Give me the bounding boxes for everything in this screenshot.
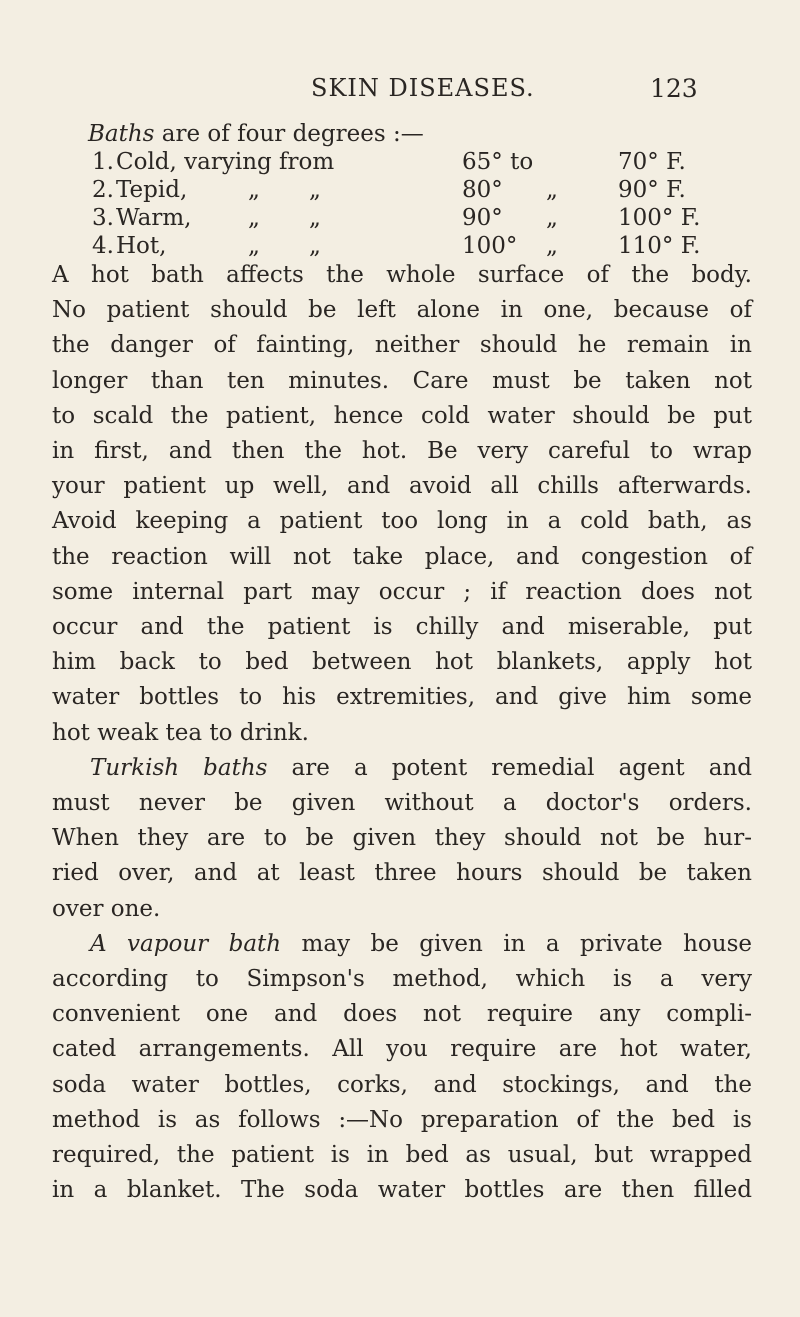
text-line: soda water bottles, corks, and stockings, and the (52, 1071, 752, 1098)
ditto-mark: „ (248, 177, 260, 203)
degree-to: 110° F. (618, 233, 701, 259)
degree-number: 1. (92, 149, 114, 175)
running-header (0, 74, 800, 108)
text-line: must never be given without a doctor's orders. (52, 790, 752, 817)
degree-to: 100° F. (618, 205, 701, 231)
text-line: hot weak tea to drink. (52, 719, 309, 746)
text-line: over one. (52, 895, 161, 922)
degree-from: 100° (462, 233, 518, 259)
text-line (52, 927, 752, 962)
text-line: water bottles to his extremities, and give him some (52, 684, 752, 711)
text-line: in a blanket. The soda water bottles are then filled (52, 1177, 752, 1204)
ditto-mark: „ (546, 177, 558, 203)
text-line: convenient one and does not require any compli- (52, 1001, 752, 1028)
text-line: A hot bath affects the whole surface of the body. (52, 262, 752, 288)
text-line: longer than ten minutes. Care must be taken not (52, 367, 752, 394)
ditto-mark: „ (309, 177, 321, 203)
text-span: are a potent remedial agent and (267, 754, 753, 781)
text-line: the danger of fainting, neither should he remain in (52, 332, 752, 359)
running-title: SKIN DISEASES. (311, 74, 535, 102)
text-span: may be given in a private house (281, 930, 752, 957)
paragraph-hot-bath (52, 258, 752, 751)
ditto-mark: „ (309, 233, 321, 259)
baths-heading: Baths (88, 121, 155, 147)
degree-name: Cold, varying from (116, 149, 335, 175)
text-line: in first, and then the hot. Be very careful to wrap (52, 438, 752, 465)
degree-from: 90° (462, 205, 503, 231)
degree-name: Hot, (116, 233, 167, 259)
vapour-bath-term: A vapour bath (90, 930, 282, 957)
text-line: ried over, and at least three hours should be taken (52, 860, 752, 887)
degree-row (88, 148, 748, 176)
text-line: the reaction will not take place, and congestion of (52, 543, 752, 570)
degree-from: 80° (462, 177, 503, 203)
degree-row (88, 204, 748, 232)
degree-number: 4. (92, 233, 114, 259)
bath-degrees-intro (88, 120, 748, 148)
degree-to: 90° F. (618, 177, 686, 203)
text-line: your patient up well, and avoid all chills afterwards. (52, 473, 752, 500)
degree-number: 2. (92, 177, 114, 203)
ditto-mark: „ (248, 233, 260, 259)
text-line: according to Simpson's method, which is a very (52, 966, 752, 993)
text-line: When they are to be given they should not be hur- (52, 825, 752, 852)
text-line: method is as follows :—No preparation of the bed is (52, 1106, 752, 1133)
text-line: cated arrangements. All you require are hot water, (52, 1036, 752, 1063)
paragraph-turkish-baths (52, 751, 752, 927)
ditto-mark: „ (546, 233, 558, 259)
paragraph-vapour-bath (52, 927, 752, 1209)
text-line: to scald the patient, hence cold water should be put (52, 402, 752, 429)
degree-row (88, 232, 748, 260)
text-line: required, the patient is in bed as usual, but wrapped (52, 1142, 752, 1169)
degree-number: 3. (92, 205, 114, 231)
degree-to: 70° F. (618, 149, 686, 175)
degree-name: Tepid, (116, 177, 188, 203)
ditto-mark: „ (248, 205, 260, 231)
text-line: some internal part may occur ; if reaction does not (52, 578, 752, 605)
ditto-mark: „ (546, 205, 558, 231)
turkish-baths-term: Turkish baths (90, 754, 268, 781)
page-number: 123 (650, 74, 698, 103)
baths-intro-text: are of four degrees :— (154, 121, 424, 147)
text-line: occur and the patient is chilly and miserable, put (52, 614, 752, 641)
text-line: him back to bed between hot blankets, apply hot (52, 649, 752, 676)
ditto-mark: „ (309, 205, 321, 231)
text-line: No patient should be left alone in one, because of (52, 297, 752, 324)
degree-name: Warm, (116, 205, 192, 231)
degree-row (88, 176, 748, 204)
body-text (52, 258, 752, 1208)
bath-degrees-list (88, 120, 748, 260)
text-line (52, 751, 752, 786)
degree-from: 65° to (462, 149, 534, 175)
text-line: Avoid keeping a patient too long in a cold bath, as (52, 508, 752, 535)
